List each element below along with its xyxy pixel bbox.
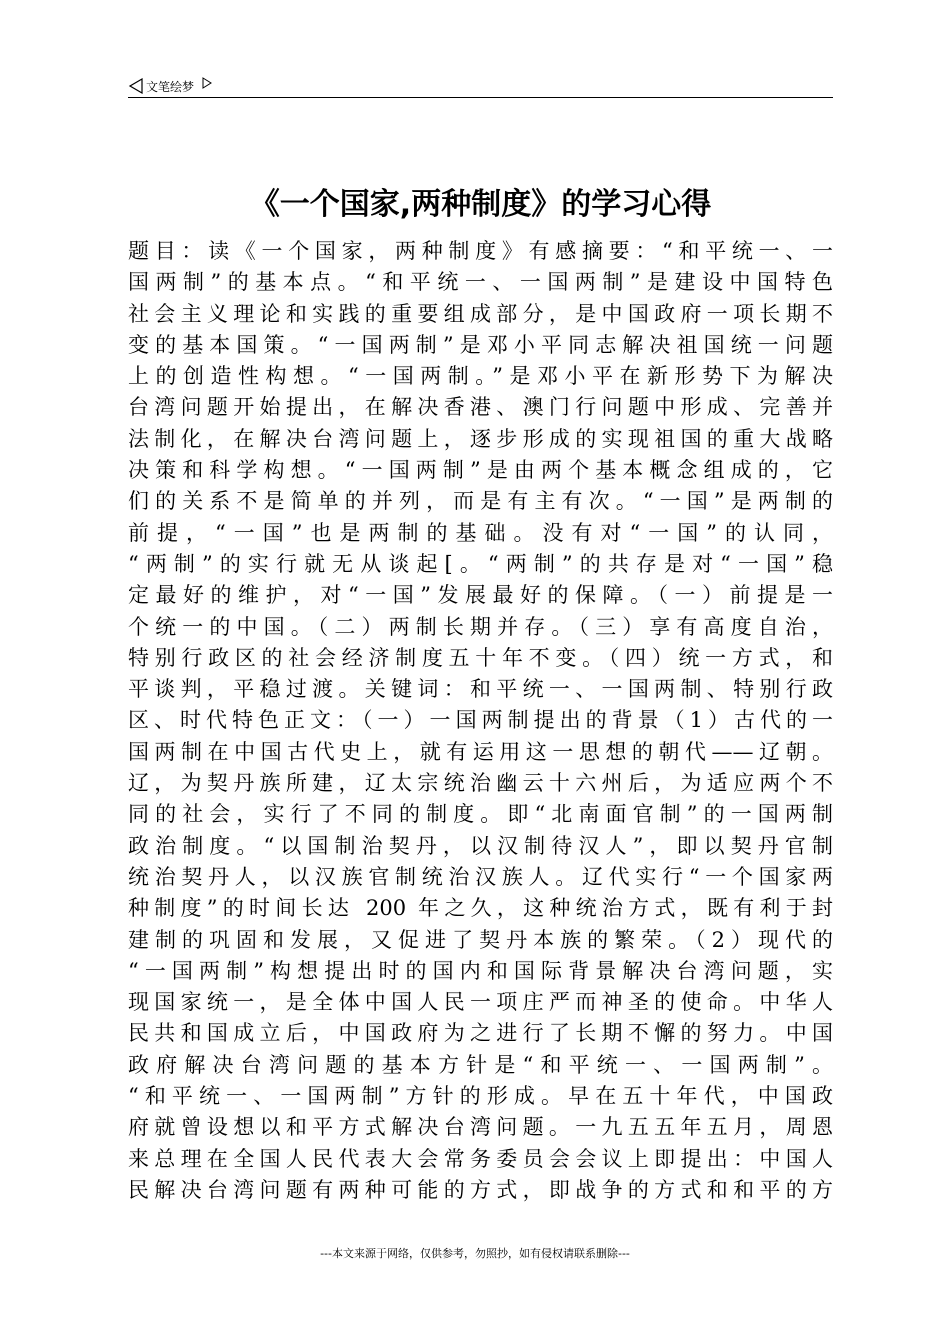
body-line: 区、时代特色正文：（一）一国两制提出的背景（1）古代的一 xyxy=(128,708,833,733)
body-line: 社会主义理论和实践的重要组成部分，是中国政府一项长期不 xyxy=(128,301,833,326)
body-line: 特别行政区的社会经济制度五十年不变。（四）统一方式，和 xyxy=(128,645,833,670)
body-line: 变的基本国策。“一国两制”是邓小平同志解决祖国统一问题 xyxy=(128,332,833,357)
body-line: 民解决台湾问题有两种可能的方式，即战争的方式和和平的方 xyxy=(128,1177,833,1202)
triangle-left-icon xyxy=(128,78,144,94)
body-line: 府就曾设想以和平方式解决台湾问题。一九五五年五月，周恩 xyxy=(128,1115,833,1140)
body-line: 决策和科学构想。“一国两制”是由两个基本概念组成的，它 xyxy=(128,458,833,483)
body-line: “两制”的实行就无从谈起[。“两制”的共存是对“一国”稳 xyxy=(128,551,833,576)
body-line: 国两制”的基本点。“和平统一、一国两制”是建设中国特色 xyxy=(128,270,833,295)
body-line: “和平统一、一国两制”方针的形成。早在五十年代，中国政 xyxy=(128,1084,833,1109)
body-line: 政治制度。“以国制治契丹，以汉制待汉人”，即以契丹官制 xyxy=(128,833,833,858)
body-line: 同的社会，实行了不同的制度。即“北南面官制”的一国两制 xyxy=(128,802,833,827)
body-line: 定最好的维护，对“一国”发展最好的保障。（一）前提是一 xyxy=(128,583,833,608)
header-brand: 文笔绘梦 xyxy=(146,79,195,94)
body-line: 政府解决台湾问题的基本方针是“和平统一、一国两制”。 xyxy=(128,1052,833,1077)
body-line: 建制的巩固和发展，又促进了契丹本族的繁荣。（2）现代的 xyxy=(128,927,833,952)
document-body xyxy=(128,236,833,1206)
page-header xyxy=(128,74,832,98)
body-line: 前提，“一国”也是两制的基础。没有对“一国”的认同， xyxy=(128,520,833,545)
body-line: 来总理在全国人民代表大会常务委员会会议上即提出：中国人 xyxy=(128,1146,833,1171)
body-line: 法制化，在解决台湾问题上，逐步形成的实现祖国的重大战略 xyxy=(128,426,833,451)
body-line: 民共和国成立后，中国政府为之进行了长期不懈的努力。中国 xyxy=(128,1021,833,1046)
body-line: 平谈判，平稳过渡。关键词：和平统一、一国两制、特别行政 xyxy=(128,677,833,702)
body-line: 上的创造性构想。“一国两制。”是邓小平在新形势下为解决 xyxy=(128,364,833,389)
body-line: 统治契丹人，以汉族官制统治汉族人。辽代实行“一个国家两 xyxy=(128,864,833,889)
body-line: 个统一的中国。（二）两制长期并存。（三）享有高度自治， xyxy=(128,614,833,639)
page-footer: ---本文来源于网络，仅供参考，勿照抄，如有侵权请联系删除--- xyxy=(320,1247,630,1260)
body-line: 台湾问题开始提出，在解决香港、澳门行问题中形成、完善并 xyxy=(128,395,833,420)
triangle-right-icon xyxy=(202,77,212,89)
body-line: 题目：读《一个国家，两种制度》有感摘要：“和平统一、一 xyxy=(128,239,833,263)
body-line: “一国两制”构想提出时的国内和国际背景解决台湾问题，实 xyxy=(128,958,833,983)
body-line: 种制度”的时间长达 200 年之久，这种统治方式，既有利于封 xyxy=(128,896,833,921)
header-divider xyxy=(128,97,833,98)
body-line: 们的关系不是简单的并列，而是有主有次。“一国”是两制的 xyxy=(128,489,833,514)
body-line: 辽，为契丹族所建，辽太宗统治幽云十六州后，为适应两个不 xyxy=(128,771,833,796)
body-line: 国两制在中国古代史上，就有运用这一思想的朝代——辽朝。 xyxy=(128,739,833,764)
document-title: 《一个国家,两种制度》的学习心得 xyxy=(249,187,712,222)
body-line: 现国家统一，是全体中国人民一项庄严而神圣的使命。中华人 xyxy=(128,990,833,1015)
